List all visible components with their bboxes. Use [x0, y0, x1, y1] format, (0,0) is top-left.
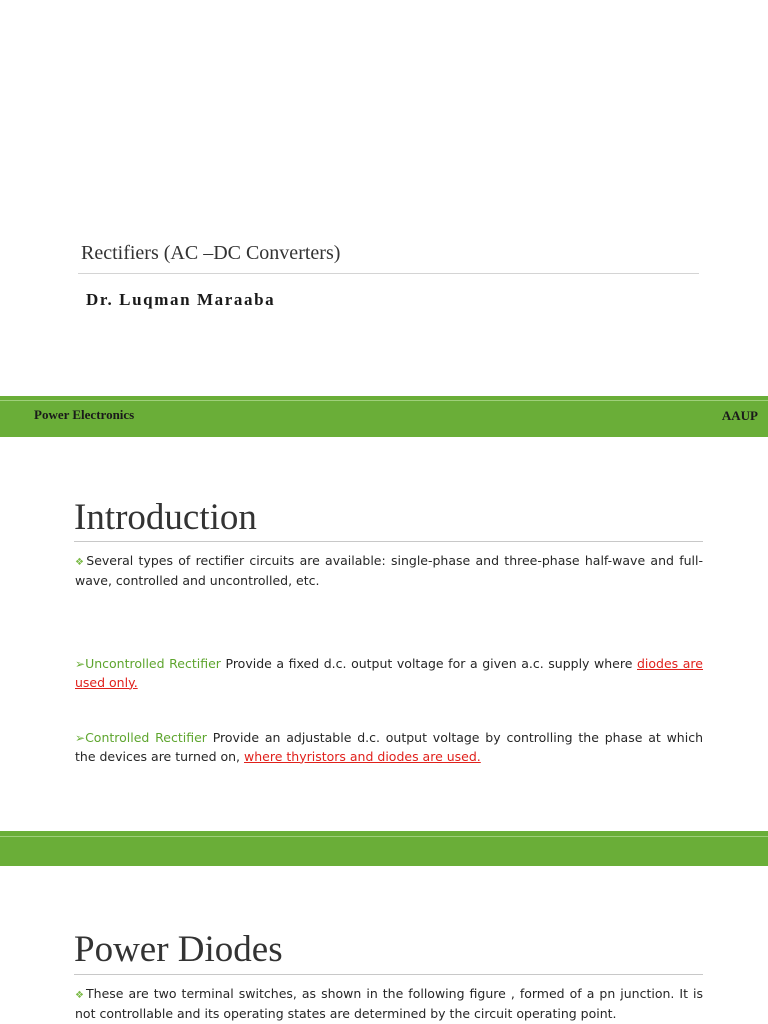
term-label: Uncontrolled Rectifier: [85, 656, 221, 671]
highlighted-text: where thyristors and diodes are used.: [244, 748, 481, 764]
title-slide: [0, 0, 768, 396]
bullet-paragraph: [75, 655, 703, 691]
arrow-bullet-icon: ➢: [75, 657, 86, 671]
title-divider: [74, 541, 703, 542]
slide-title: Power Diodes: [74, 929, 283, 970]
paragraph-text: Provide an adjustable d.c. output voltage by controlling the phase at which the devices are turned on,: [75, 730, 703, 764]
diamond-bullet-icon: ❖: [75, 990, 86, 1001]
band-highlight-line: [0, 400, 768, 401]
slide-separator-band: [0, 831, 768, 866]
footer-institution: AAUP: [721, 408, 758, 423]
presentation-title: Rectifiers (AC –DC Converters): [81, 242, 341, 264]
bullet-paragraph: [75, 552, 703, 589]
paragraph-text: These are two terminal switches, as shown in the following figure , formed of a pn junction. It is not controllable and its operating states are determined by the circuit operating point.: [75, 986, 703, 1021]
footer-course-name: Power Electronics: [34, 407, 135, 422]
band-highlight-line: [0, 836, 768, 837]
bullet-paragraph: [75, 729, 703, 765]
introduction-slide: [0, 437, 768, 831]
paragraph-text: Several types of rectifier circuits are available: single-phase and three-phase half-wave and full-wave, controlled and uncontrolled, etc.: [75, 553, 703, 588]
title-divider: [74, 974, 703, 975]
author-name: Dr. Luqman Maraaba: [86, 290, 276, 309]
paragraph-text: Provide a fixed d.c. output voltage for a given a.c. supply where: [220, 656, 637, 671]
highlighted-text: diodes are used only.: [75, 656, 703, 690]
bullet-paragraph: [75, 985, 703, 1022]
power-diodes-slide: [0, 866, 768, 1024]
diamond-bullet-icon: ❖: [75, 557, 86, 568]
term-label: Controlled Rectifier: [85, 730, 207, 745]
slide-footer-band: [0, 396, 768, 437]
arrow-bullet-icon: ➢: [75, 731, 86, 745]
slide-title: Introduction: [74, 497, 257, 538]
title-divider: [78, 273, 699, 274]
